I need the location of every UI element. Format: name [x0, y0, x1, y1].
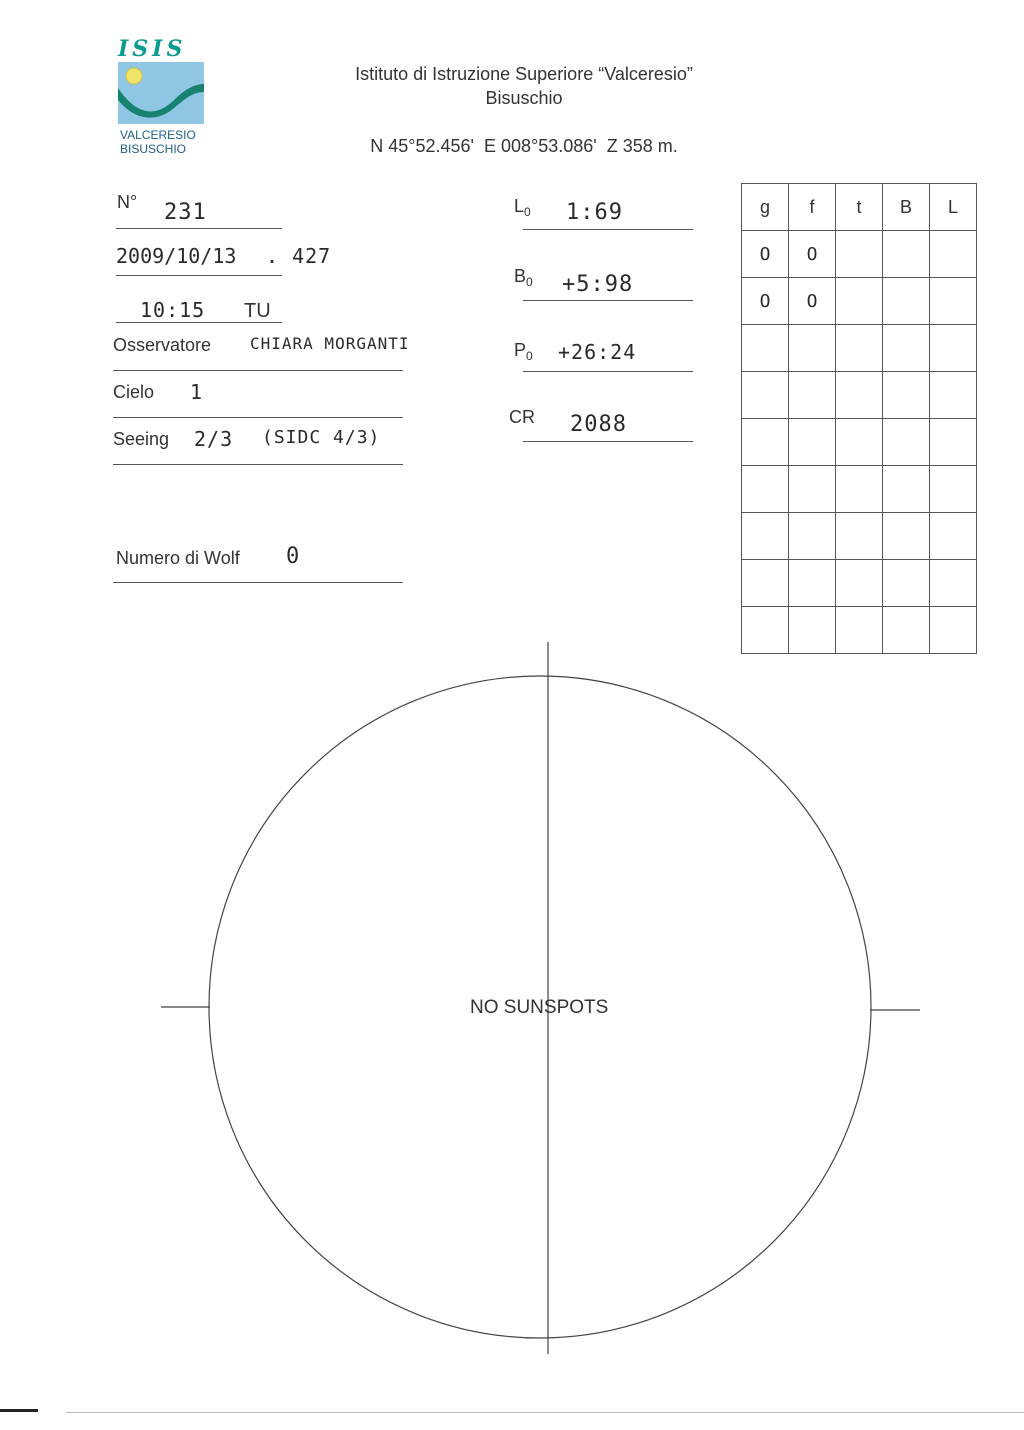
- date-rule: [116, 275, 282, 276]
- l0-rule: [523, 229, 693, 230]
- number-label: N°: [117, 192, 138, 212]
- sky-value: 1: [190, 380, 204, 404]
- table-cell: [930, 513, 977, 560]
- date-value: 2009/10/13: [116, 244, 237, 268]
- time-value: 10:15: [140, 298, 206, 322]
- table-row: [742, 466, 977, 513]
- table-cell: [930, 372, 977, 419]
- wolf-number-label: Numero di Wolf: [116, 548, 240, 568]
- table-cell: [742, 560, 789, 607]
- observer-label: Osservatore: [113, 335, 212, 355]
- table-cell: O: [789, 231, 836, 278]
- observatory-coordinates: N 45°52.456' E 008°53.086' Z 358 m.: [370, 136, 678, 156]
- seeing-rule: [113, 464, 403, 465]
- logo-line-2: BISUSCHIO: [120, 142, 187, 156]
- seeing-value: 2/3: [194, 427, 234, 451]
- table-cell: [836, 325, 883, 372]
- table-cell: [836, 278, 883, 325]
- table-cell: [789, 325, 836, 372]
- b0-label: $B_0$: [514, 266, 533, 289]
- wolf-number-value: 0: [286, 544, 301, 569]
- page-bottom-line: [66, 1412, 1024, 1413]
- table-row: [742, 372, 977, 419]
- time-label: TU: [244, 300, 271, 322]
- table-header-g: g: [742, 184, 789, 231]
- table-header-b: B: [883, 184, 930, 231]
- logo-line-1: VALCERESIO: [120, 128, 196, 142]
- carrington-rotation-rule: [523, 441, 693, 442]
- carrington-rotation-value: 2088: [570, 412, 627, 437]
- table-cell: [883, 419, 930, 466]
- table-cell: O: [789, 278, 836, 325]
- logo-sun-wave-icon: [118, 62, 204, 124]
- p0-rule: [523, 371, 693, 372]
- table-cell: [742, 466, 789, 513]
- institute-town: Bisuschio: [485, 88, 563, 108]
- table-cell: [930, 231, 977, 278]
- table-cell: [930, 325, 977, 372]
- institute-name: Istituto di Istruzione Superiore “Valceresio”: [355, 64, 693, 84]
- sky-label: Cielo: [113, 382, 155, 402]
- observer-rule: [113, 370, 403, 371]
- table-header-t: t: [836, 184, 883, 231]
- time-rule: [116, 322, 282, 323]
- seeing-note: (SIDC 4/3): [262, 427, 381, 448]
- school-logo: [112, 36, 212, 156]
- observer-value: CHIARA MORGANTI: [250, 334, 410, 353]
- table-cell: [789, 466, 836, 513]
- sunspot-data-table: [741, 183, 977, 654]
- table-row: [742, 278, 977, 325]
- number-value: 231: [164, 200, 207, 225]
- table-row: [742, 419, 977, 466]
- p0-label: $P_0$: [514, 340, 533, 363]
- table-cell: [836, 231, 883, 278]
- table-cell: [930, 419, 977, 466]
- table-cell: [930, 278, 977, 325]
- table-cell: [742, 372, 789, 419]
- table-cell: [883, 513, 930, 560]
- table-cell: [930, 560, 977, 607]
- b0-value: +5:98: [562, 272, 634, 297]
- table-cell: [883, 325, 930, 372]
- b0-rule: [523, 300, 693, 301]
- table-cell: [836, 560, 883, 607]
- table-cell: [930, 466, 977, 513]
- number-rule: [116, 228, 282, 229]
- table-cell: [883, 560, 930, 607]
- table-row: [742, 513, 977, 560]
- table-cell: [742, 419, 789, 466]
- table-cell: [883, 278, 930, 325]
- table-cell: [883, 231, 930, 278]
- solar-disk-drawing: [0, 630, 1024, 1430]
- carrington-rotation-label: CR: [509, 407, 535, 427]
- p0-value: +26:24: [558, 340, 637, 364]
- table-cell: [789, 419, 836, 466]
- table-cell: [789, 372, 836, 419]
- no-sunspots-annotation: NO SUNSPOTS: [470, 997, 609, 1018]
- table-cell: [883, 372, 930, 419]
- table-header-f: f: [789, 184, 836, 231]
- table-cell: [836, 372, 883, 419]
- l0-label: $L_0$: [514, 196, 531, 219]
- table-cell: [789, 513, 836, 560]
- seeing-label: Seeing: [113, 429, 170, 449]
- date-fraction: . 427: [266, 244, 332, 268]
- sky-rule: [113, 417, 403, 418]
- l0-value: 1:69: [566, 200, 623, 225]
- logo-wordmark: ISIS: [118, 36, 187, 62]
- page-bottom-edge: [0, 1409, 38, 1412]
- table-cell: [836, 513, 883, 560]
- table-header-l: L: [930, 184, 977, 231]
- table-cell: [742, 513, 789, 560]
- table-row: [742, 231, 977, 278]
- table-header-row: [742, 184, 977, 231]
- table-cell: [883, 466, 930, 513]
- table-cell: O: [742, 231, 789, 278]
- table-cell: O: [742, 278, 789, 325]
- table-cell: [836, 466, 883, 513]
- table-row: [742, 560, 977, 607]
- wolf-number-rule: [113, 582, 403, 583]
- table-cell: [742, 325, 789, 372]
- table-cell: [789, 560, 836, 607]
- table-row: [742, 325, 977, 372]
- table-cell: [836, 419, 883, 466]
